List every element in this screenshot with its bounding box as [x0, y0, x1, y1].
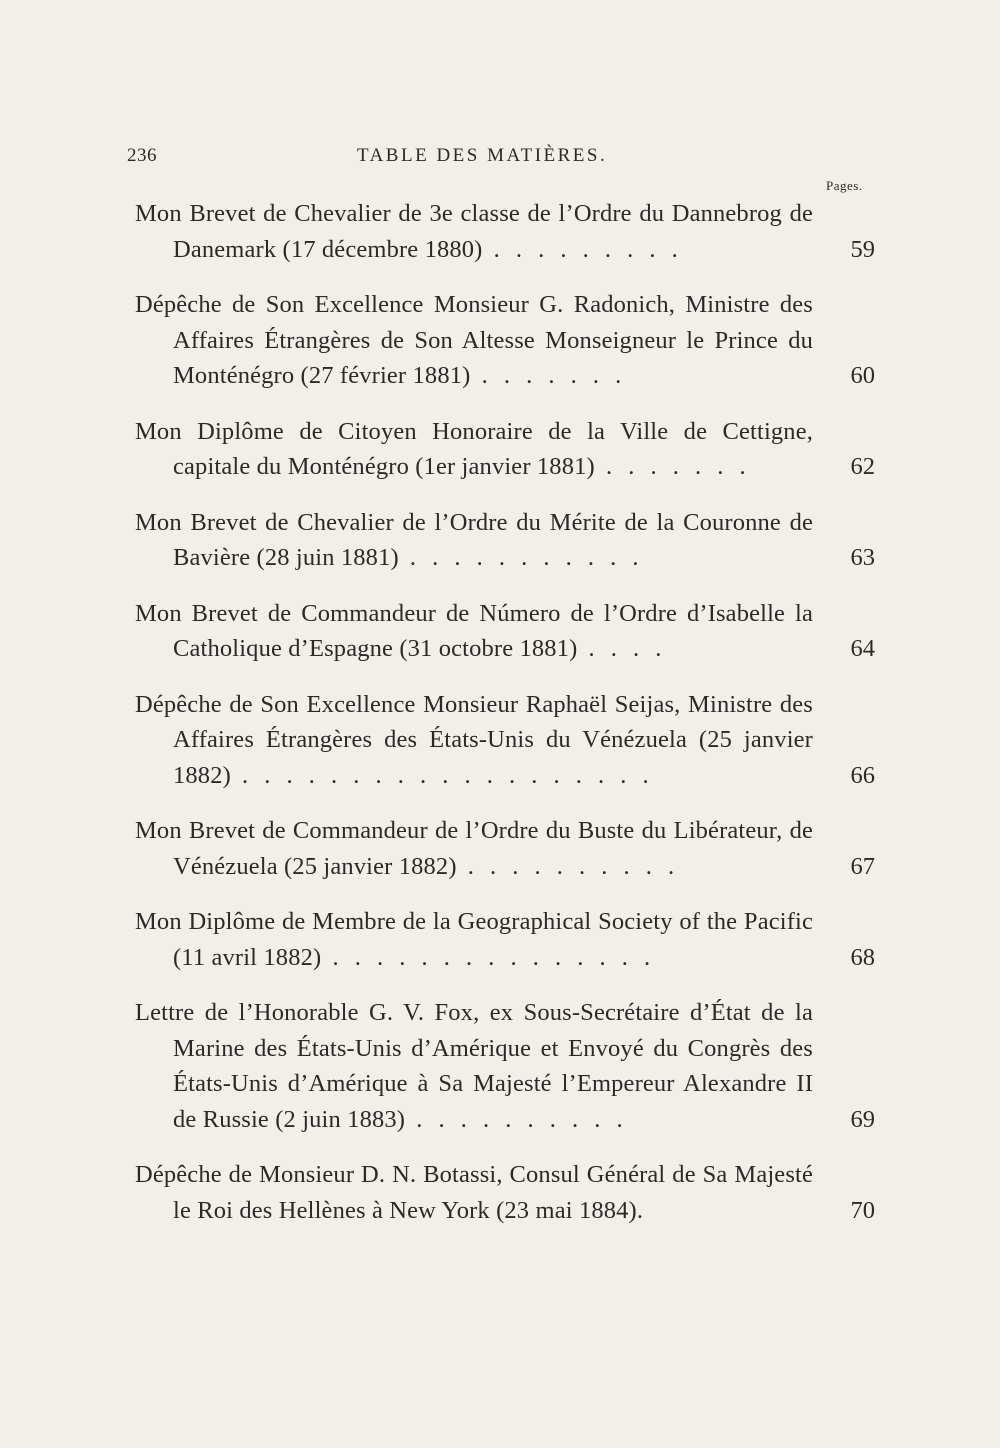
page-header: [127, 145, 827, 175]
toc-entry-page: 63: [850, 544, 875, 571]
toc-entry-title: Lettre de l’Honorable G. V. Fox, ex Sous-Secrétaire d’État de la Marine des États-Unis d’Amérique et Envoyé du Congrès des États-Unis d’Amérique à Sa Majesté l’Empereur Alexandre II de Russie (2 juin 1883): [135, 999, 813, 1133]
dot-leader: . . . .: [577, 635, 667, 662]
toc-entry-title: Dépêche de Son Excellence Monsieur G. Radonich, Ministre des Affaires Étrangères de Son Altesse Monseigneur le Prince du Monténégro (27 février 1881): [135, 291, 813, 389]
toc-entry-page: 67: [850, 852, 875, 880]
toc-entry-title: Dépêche de Monsieur D. N. Botassi, Consul Général de Sa Majesté le Roi des Hellènes à New York (23 mai 1884).: [135, 1161, 813, 1224]
pages-column-label: Pages.: [826, 178, 863, 193]
dot-leader: . . . . . . . . . . . . . . .: [321, 943, 656, 971]
toc-entry-title: Mon Brevet de Chevalier de 3e classe de l’Ordre du Dannebrog de Danemark (17 décembre 1880): [135, 200, 813, 263]
toc-entry-page: 62: [850, 453, 875, 480]
toc-entry-page: 68: [850, 943, 875, 971]
toc-entry-page: 70: [850, 1196, 875, 1224]
toc-entry: [135, 813, 875, 884]
toc-entry: [135, 596, 875, 667]
toc-entry: [135, 904, 875, 975]
dot-leader: . . . . . . .: [594, 453, 751, 480]
toc-entry-page: 60: [850, 362, 875, 389]
dot-leader: . . . . . . . . . . . . . . . . . . .: [230, 761, 654, 789]
running-title: TABLE DES MATIÈRES.: [357, 145, 608, 166]
toc-entry-page: 69: [850, 1105, 875, 1133]
toc-entry: [135, 995, 875, 1137]
dot-leader: . . . . . . . . . . .: [398, 544, 644, 571]
toc-entry-title: Mon Diplôme de Membre de la Geographical Society of the Pacific (11 avril 1882): [135, 908, 813, 971]
dot-leader: . . . . . . . . . .: [456, 852, 680, 880]
toc-entry-title: Mon Brevet de Commandeur de Número de l’Ordre d’Isabelle la Catholique d’Espagne (31 octobre 1881): [135, 599, 813, 662]
dot-leader: . . . . . . . . .: [482, 235, 683, 263]
toc-entry: [135, 687, 875, 794]
toc-entry: [135, 1157, 875, 1228]
toc-entry: [135, 414, 875, 485]
toc-entry: [135, 196, 875, 267]
toc-entry-title: Dépêche de Son Excellence Monsieur Raphaël Seijas, Ministre des Affaires Étrangères des États-Unis du Vénézuela (25 janvier 1882): [135, 690, 813, 789]
toc-entry-page: 64: [850, 635, 875, 662]
toc-entry: [135, 505, 875, 576]
toc-entry-title: Mon Brevet de Chevalier de l’Ordre du Mérite de la Couronne de Bavière (28 juin 1881): [135, 508, 813, 571]
toc-entry-page: 59: [850, 235, 875, 263]
toc-entry-title: Mon Brevet de Commandeur de l’Ordre du Buste du Libérateur, de Vénézuela (25 janvier 1882): [135, 817, 813, 880]
dot-leader: . . . . . . .: [470, 362, 627, 389]
toc-entry-page: 66: [850, 761, 875, 789]
dot-leader: . . . . . . . . . .: [405, 1105, 628, 1133]
page-number: 236: [127, 145, 157, 166]
table-of-contents: [135, 196, 875, 1248]
toc-entry-title: Mon Diplôme de Citoyen Honoraire de la Ville de Cettigne, capitale du Monténégro (1er janvier 1881): [135, 417, 813, 480]
toc-entry: [135, 287, 875, 394]
